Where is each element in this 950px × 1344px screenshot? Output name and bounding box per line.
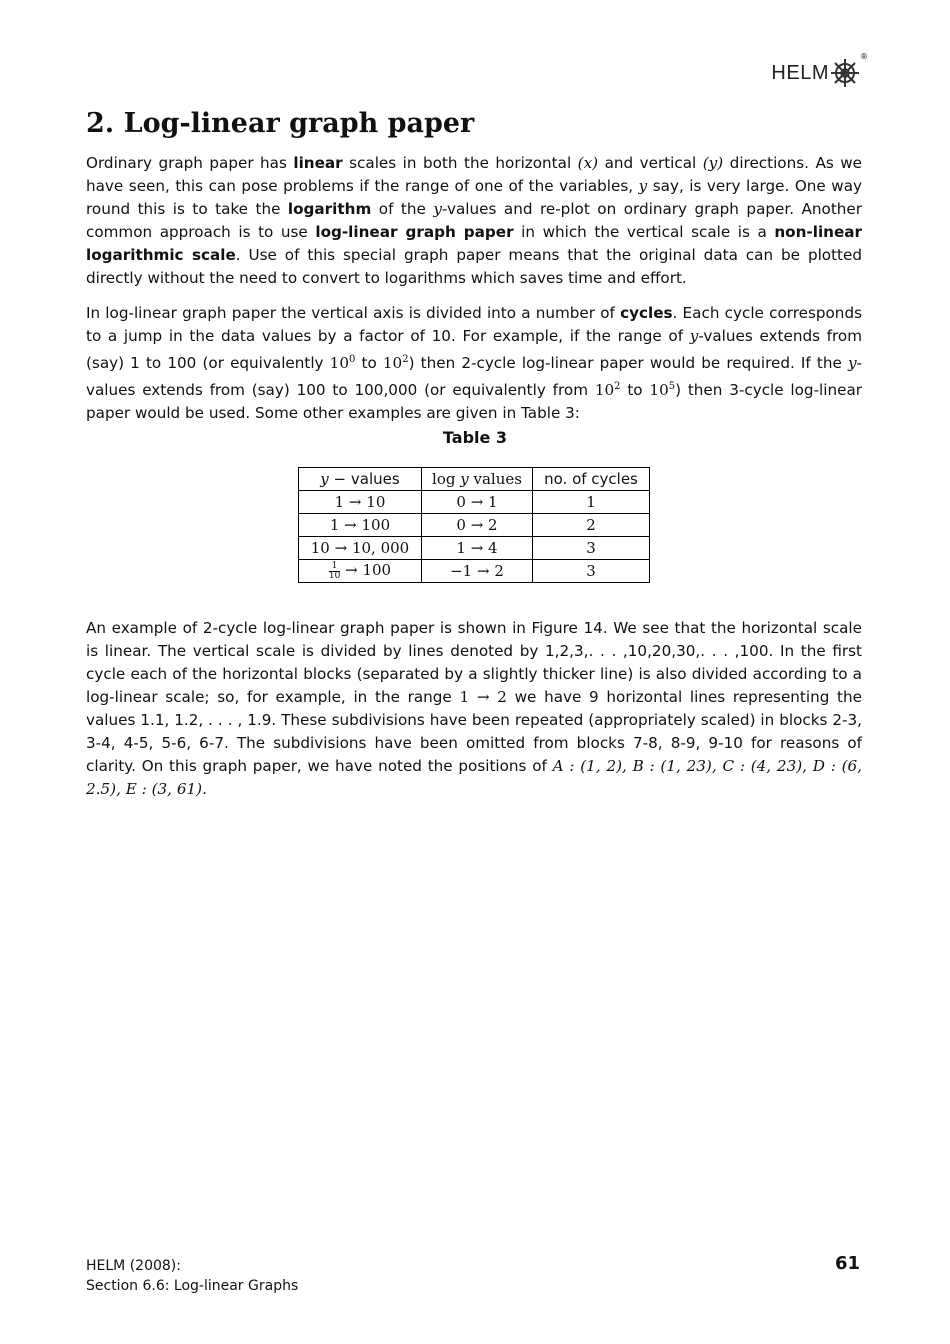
table-caption: Table 3 <box>442 428 508 447</box>
table-row <box>299 560 650 583</box>
footer-source: HELM (2008): <box>86 1258 181 1274</box>
cell-y: 10 → 10, 000 <box>299 537 422 560</box>
cell-cycles: 2 <box>533 514 650 537</box>
footer <box>86 1256 298 1296</box>
paragraph-example: An example of 2-cycle log-linear graph paper is shown in Figure 14. We see that the horizontal scale is linear. The vertical scale is divided by lines denoted by 1,2,3,. . . ,10,20,30,. . . ,100. In the first cycle each of the horizontal blocks (separated by a slightly thicker line) is also divided according to a log-linear scale; so, for example, in the range 1 → 2 we have 9 horizontal lines representing the values 1.1, 1.2, . . . , 1.9. These subdivisions have been repeated (appropriately scaled) in blocks 2-3, 3-4, 4-5, 5-6, 6-7. The subdivisions have been omitted from blocks 7-8, 8-9, 9-10 for reasons of clarity. On this graph paper, we have noted the positions of A : (1, 2), B : (1, 23), C : (4, 23), D : (6, 2.5), E : (3, 61). <box>86 619 862 798</box>
helm-logo <box>771 52 868 88</box>
footer-section: Section 6.6: Log-linear Graphs <box>86 1278 299 1294</box>
cell-cycles: 1 <box>533 491 650 514</box>
table-row <box>299 514 650 537</box>
logo-text: HELM <box>771 61 829 84</box>
paragraph-intro: Ordinary graph paper has linear scales in both the horizontal (x) and vertical (y) directions. As we have seen, this can pose problems if the range of one of the variables, y say, is very large. One way round this is to take the logarithm of the y-values and re-plot on ordinary graph paper. Another common approach is to use log-linear graph paper in which the vertical scale is a non-linear logarithmic scale. Use of this special graph paper means that the original data can be plotted directly without the need to convert to logarithms which saves time and effort. <box>86 154 863 287</box>
table-row <box>299 537 650 560</box>
cell-y: 1 → 100 <box>299 514 422 537</box>
paragraph-cycles: In log-linear graph paper the vertical axis is divided into a number of cycles. Each cycle corresponds to a jump in the data values by a factor of 10. For example, if the range of y-values extends from (say) 1 to 100 (or equivalently $10^0$ to $10^2$) then 2-cycle log-linear paper would be required. If the y-values extends from (say) 100 to 100,000 (or equivalently from $10^2$ to $10^5$) then 3-cycle log-linear paper would be used. Some other examples are given in Table 3: <box>86 304 863 423</box>
cell-cycles: 3 <box>533 560 650 583</box>
header-log-values: log y values <box>422 468 533 491</box>
header-cycles: no. of cycles <box>533 468 650 491</box>
cell-y: $\frac{1}{10}$ → 100 <box>299 560 422 583</box>
table-header-row <box>299 468 650 491</box>
ship-wheel-icon <box>830 58 860 88</box>
cell-cycles: 3 <box>533 537 650 560</box>
cell-log: 1 → 4 <box>422 537 533 560</box>
cycles-table <box>298 467 650 583</box>
table-row <box>299 491 650 514</box>
header-y-values: y − values <box>299 468 422 491</box>
section-title: 2. Log-linear graph paper <box>86 108 475 139</box>
cell-y: 1 → 10 <box>299 491 422 514</box>
cell-log: 0 → 2 <box>422 514 533 537</box>
fraction: $\frac{1}{10}$ <box>328 560 341 581</box>
page-number: 61 <box>834 1253 860 1274</box>
cell-log: 0 → 1 <box>422 491 533 514</box>
cell-log: −1 → 2 <box>422 560 533 583</box>
registered-mark: ® <box>860 52 868 61</box>
